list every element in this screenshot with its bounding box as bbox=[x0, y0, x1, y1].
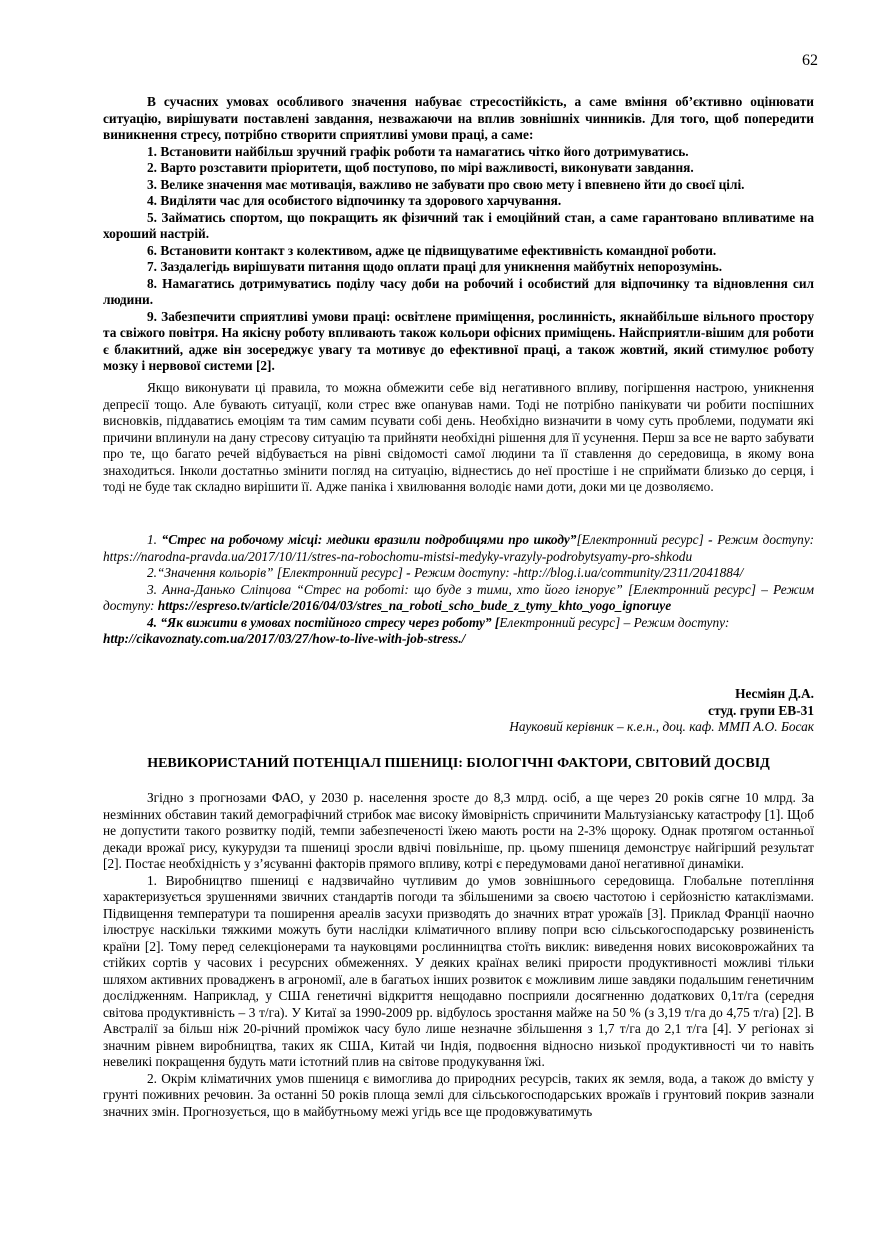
references-list bbox=[103, 532, 814, 648]
tip-item: 3. Велике значення має мотивація, важливо не забувати про свою мету і впевнено йти до своєї цілі. bbox=[147, 176, 745, 192]
tip-item: 8. Намагатись дотримуватись поділу часу доби на робочий і особистий для відпочинку та відновлення сил людини. bbox=[103, 275, 814, 307]
author-block bbox=[103, 686, 814, 736]
tip-item: 9. Забезпечити сприятливі умови праці: освітлене приміщення, рослинність, якнайбільше вільного простору та свіжого повітря. На якісну роботу впливають також кольори офісних приміщень. Найсприятли-вішим для роботи є блакитний, адже він зосереджує увагу та мотивує до ефективної праці, а також жовтий, який стимулює роботу мозку і нервової системи [2]. bbox=[103, 308, 814, 373]
intro-paragraph: В сучасних умовах особливого значення набуває стресостійкість, а саме вміння об’єктивно оцінювати ситуацію, вирішувати поставлені завдання, незважаючи на вплив зовнішніх чинників. Для того, щоб попередити виникнення стресу, потрібно створити сприятливі умови праці, а саме: bbox=[103, 94, 814, 142]
conclusion-section bbox=[103, 380, 814, 496]
tip-item: 4. Виділяти час для особистого відпочинку та здорового харчування. bbox=[147, 193, 562, 208]
reference-item: 4. “Як вижити в умовах постійного стресу через роботу” [Електронний ресурс] – Режим доступу: http://cikavoznaty.com.ua/2017/03/27/how-to-live-with-job-stress./ bbox=[103, 614, 730, 646]
body-paragraph: Згідно з прогнозами ФАО, у 2030 р. населення зросте до 8,3 млрд. осіб, а ще через 20 років сягне 10 млрд. За незмінних обставин такий демографічний стрибок має високу ймовірність спричинити Мальтузіанську катастрофу [1]. Щоб не допустити такого розвитку подій, темпи забезпеченості їжею мають рости на 2-3% щороку. Однак протягом останньої декади врожаї рису, кукурудзи та пшениці зросли вдвічі повільніше, пр. цьому пшениця демонструє найгірший результат [2]. Постає необхідність у з’ясуванні факторів прямого впливу, котрі є передумовами даної негативної динаміки. bbox=[103, 790, 814, 871]
page-number: 62 bbox=[802, 52, 818, 69]
stress-tips-section bbox=[103, 94, 814, 375]
tip-item: 5. Займатись спортом, що покращить як фізичний так і емоційний стан, а саме гарантовано впливатиме на хороший настрій. bbox=[103, 209, 814, 241]
supervisor: Науковий керівник – к.е.н., доц. каф. ММП А.О. Босак bbox=[509, 719, 814, 734]
article-title: НЕВИКОРИСТАНИЙ ПОТЕНЦІАЛ ПШЕНИЦІ: БІОЛОГІЧНІ ФАКТОРИ, СВІТОВИЙ ДОСВІД bbox=[147, 756, 770, 771]
reference-item: 3. Анна-Данько Сліпцова “Стрес на роботі: що буде з тими, хто його ігнорує” [Електронний ресурс] – Режим доступу: https://espreso.tv/article/2016/04/03/stres_na_roboti_scho_bude_z_tymy_khto_yogo_ignoruye bbox=[103, 581, 814, 613]
conclusion-paragraph: Якщо виконувати ці правила, то можна обмежити себе від негативного впливу, погіршення настрою, уникнення депресії тощо. Але бувають ситуації, коли стрес вже опанував нами. Тоді не потрібно панікувати чи робити поспішних висновків, піддаватись емоціям та тим самим псувати собі день. Необхідно визначити в чому суть проблеми, подумати які причини вплинули на дану стресову ситуацію та прийняти необхідні рішення для її усунення. Перш за все не варто забувати про те, що багато речей відбувається на рівні свідомості самої людини та її ставлення до середовища, в якому вона знаходиться. Інколи достатньо змінити погляд на ситуацію, віднестись до неї простіше і не сприймати близько до серця, і тоді не буде так складно вирішити її. Адже паніка і хвилювання володіє нами доти, доки ми це дозволяємо. bbox=[103, 380, 814, 494]
tip-item: 7. Заздалегідь вирішувати питання щодо оплати праці для уникнення майбутніх непорозумінь. bbox=[147, 259, 723, 274]
reference-item: 2.“Значення кольорів” [Електронний ресурс] - Режим доступу: -http://blog.i.ua/community/2311/2041884/ bbox=[147, 565, 744, 580]
author-group: студ. групи ЕВ-31 bbox=[708, 702, 814, 718]
tip-item: 1. Встановити найбільш зручний графік роботи та намагатись чітко його дотримуватись. bbox=[147, 143, 689, 159]
reference-link[interactable]: https://espreso.tv/article/2016/04/03/stres_na_roboti_scho_bude_z_tymy_khto_yogo_ignoruye bbox=[157, 598, 672, 613]
tip-item: 2. Варто розставити пріоритети, щоб поступово, по мірі важливості, виконувати завдання. bbox=[147, 160, 694, 175]
body-paragraph: 1. Виробництво пшениці є надзвичайно чутливим до умов зовнішнього середовища. Глобальне потепління характеризується зрушеннями звичних стандартів погоди та збільшеними за своєю частотою і серйозністю катаклізмами. Підвищення температури та поширення ареалів засухи призводять до значних втрат урожаїв [3]. Приклад Франції наочно ілюструє наскільки тяжкими можуть бути наслідки кліматичного впливу попри всю сільськогосподарську розвиненість країни [2]. Тому перед селекціонерами та науковцями рослинництва стоїть виклик: виведення нових високоврожайних та стійких сортів у часових і ресурсних обмеженнях. У деяких країнах великі прирости продуктивності можливі тільки шляхом активних провадженъ в агрономії, але в багатьох інших розвиток є можливим лише завдяки подальшим генетичним дослідженням. Наприклад, у США генетичні відкриття нещодавно посприяли досягненню додаткових 0,1т/га (середня світова продуктивність – 3 т/га). У Китаї за 1990-2009 рр. відбулось зростання майже на 50 % (з 3,19 т/га до 4,75 т/га) [2]. В Австралії за більш ніж 20-річний проміжок часу було лише незначне збільшення з 1,7 т/га до 2,1 т/га [4]. У регіонах зі значним рівнем виробництва, таких як США, Китай чи Індія, подвоєння відносно низької продуктивності чи то навіть невеликі покращення будуть мати істотний плив на світове продукування їжі. bbox=[103, 872, 814, 1069]
reference-link[interactable]: http://cikavoznaty.com.ua/2017/03/27/how-to-live-with-job-stress./ bbox=[103, 631, 466, 646]
tip-item: 6. Встановити контакт з колективом, адже це підвищуватиме ефективність командної роботи. bbox=[147, 242, 717, 258]
body-paragraph: 2. Окрім кліматичних умов пшениця є вимоглива до природних ресурсів, таких як земля, вода, а також до вмісту у грунті поживних речовин. За останні 50 років площа землі для сільськогосподарських врожаїв і грунтовий покрив зазнали значних змін. Прогнозується, що в майбутньому межі угідь все ще продовжуватимуть bbox=[103, 1070, 814, 1119]
article-body bbox=[103, 790, 814, 1120]
author-name: Несміян Д.А. bbox=[735, 686, 814, 701]
reference-item: 1. “Стрес на робочому місці: медики вразили подробицями про шкоду”[Електронний ресурс] - Режим доступу: https://narodna-pravda.ua/2017/10/11/stres-na-robochomu-mistsi-medyky-vrazyly-podrobytsyamy-pro-shkodu bbox=[103, 532, 815, 564]
